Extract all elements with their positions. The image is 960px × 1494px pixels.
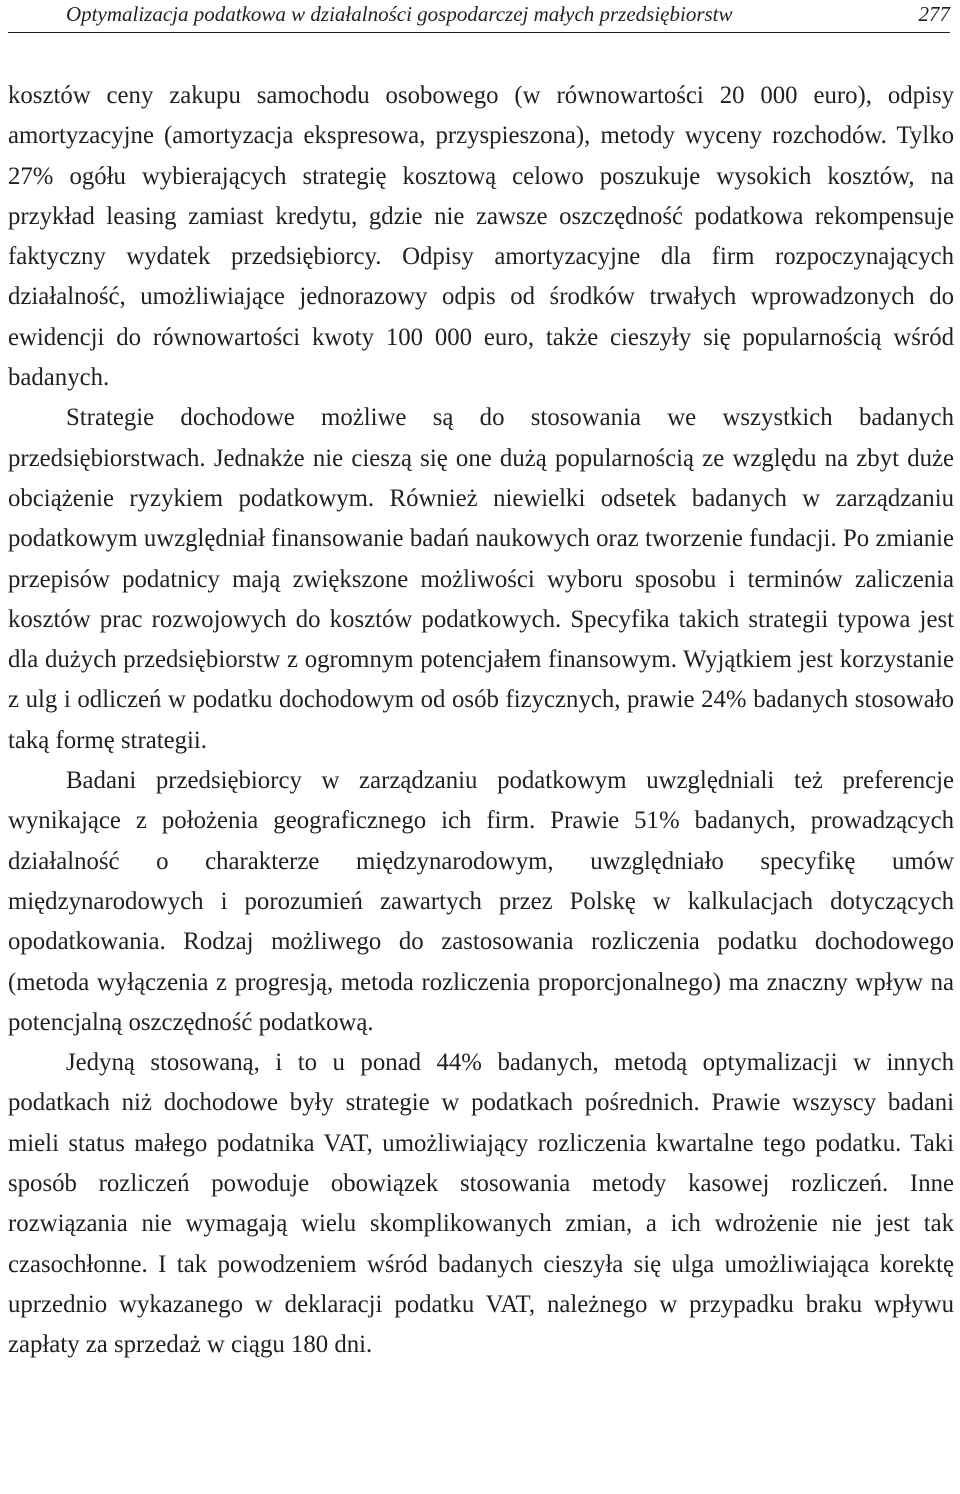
body-text	[8, 76, 954, 1366]
paragraph-indirect-taxes: Jedyną stosowaną, i to u ponad 44% badanych, metodą optymalizacji w innych podatkach niż dochodowe były strategie w podatkach pośrednich. Prawie wszyscy badani mieli status małego podatnika VAT, umożliwiający rozliczenia kwartalne tego podatku. Taki sposób rozliczeń powoduje obowiązek stosowania metody kasowej rozliczeń. Inne rozwiązania nie wymagają wielu skomplikowanych zmian, a ich wdrożenie nie jest tak czasochłonne. I tak powodzeniem wśród badanych cieszyła się ulga umożliwiająca korektę uprzednio wykazanego w deklaracji podatku VAT, należnego w przypadku braku wpływu zapłaty za sprzedaż w ciągu 180 dni.	[8, 1049, 954, 1359]
paragraph-income-strategies: Strategie dochodowe możliwe są do stosowania we wszystkich badanych przedsiębiorstwach. Jednakże nie cieszą się one dużą popularnością ze względu na zbyt duże obciążenie ryzykiem podatkowym. Również niewielki odsetek badanych w zarządzaniu podatkowym uwzględniał finansowanie badań naukowych oraz tworzenie fundacji. Po zmianie przepisów podatnicy mają zwiększone możliwości wyboru sposobu i terminów zaliczenia kosztów prac rozwojowych do kosztów podatkowych. Specyfika takich strategii typowa jest dla dużych przedsiębiorstw z ogromnym potencjałem finansowym. Wyjątkiem jest korzystanie z ulg i odliczeń w podatku dochodowym od osób fizycznych, prawie 24% badanych stosowało taką formę strategii.	[8, 404, 954, 754]
running-title: Optymalizacja podatkowa w działalności gospodarczej małych przedsiębiorstw	[66, 2, 733, 26]
running-header	[8, 0, 950, 33]
paragraph-geographic-preferences: Badani przedsiębiorcy w zarządzaniu podatkowym uwzględniali też preferencje wynikające z położenia geograficznego ich firm. Prawie 51% badanych, prowadzących działalność o charakterze międzynarodowym, uwzględniało specyfikę umów międzynarodowych i porozumień zawartych przez Polskę w kalkulacjach dotyczących opodatkowania. Rodzaj możliwego do zastosowania rozliczenia podatku dochodowego (metoda wyłączenia z progresją, metoda rozliczenia proporcjonalnego) ma znaczny wpływ na potencjalną oszczędność podatkową.	[8, 767, 954, 1036]
paragraph-continued: kosztów ceny zakupu samochodu osobowego (w równowartości 20 000 euro), odpisy amortyzacyjne (amortyzacja ekspresowa, przyspieszona), metody wyceny rozchodów. Tylko 27% ogółu wybierających strategię kosztową celowo poszukuje wysokich kosztów, na przykład leasing zamiast kredytu, gdzie nie zawsze oszczędność podatkowa rekompensuje faktyczny wydatek przedsiębiorcy. Odpisy amortyzacyjne dla firm rozpoczynających działalność, umożliwiające jednorazowy odpis od środków trwałych wprowadzonych do ewidencji do równowartości kwoty 100 000 euro, także cieszyły się popularnością wśród badanych.	[8, 82, 954, 392]
page-number: 277	[918, 2, 950, 26]
